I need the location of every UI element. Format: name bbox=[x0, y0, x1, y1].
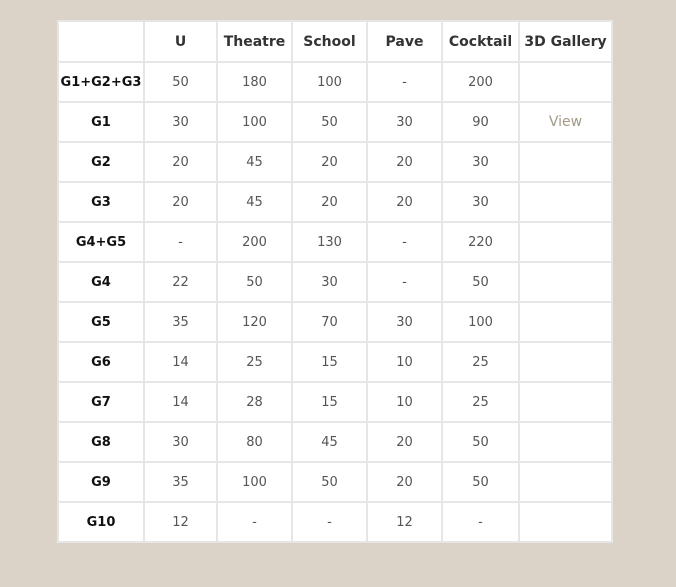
capacity-pave-cell: 20 bbox=[367, 182, 442, 222]
gallery-cell bbox=[519, 142, 612, 182]
capacity-cocktail-cell: 90 bbox=[442, 102, 519, 142]
table-row bbox=[58, 222, 612, 262]
capacity-school-cell: 70 bbox=[292, 302, 367, 342]
capacity-table bbox=[57, 20, 613, 543]
capacity-theatre-cell: 120 bbox=[217, 302, 292, 342]
capacity-pave-cell: 10 bbox=[367, 342, 442, 382]
capacity-cocktail-cell: 25 bbox=[442, 382, 519, 422]
room-name-cell: G5 bbox=[58, 302, 144, 342]
capacity-u-cell: 12 bbox=[144, 502, 217, 542]
capacity-cocktail-cell: - bbox=[442, 502, 519, 542]
capacity-u-cell: 22 bbox=[144, 262, 217, 302]
capacity-u-cell: 14 bbox=[144, 342, 217, 382]
table-row bbox=[58, 462, 612, 502]
gallery-cell bbox=[519, 182, 612, 222]
room-name-cell: G7 bbox=[58, 382, 144, 422]
room-name-cell: G6 bbox=[58, 342, 144, 382]
capacity-school-cell: 130 bbox=[292, 222, 367, 262]
capacity-theatre-cell: 100 bbox=[217, 462, 292, 502]
capacity-pave-cell: 10 bbox=[367, 382, 442, 422]
room-name-cell: G9 bbox=[58, 462, 144, 502]
gallery-cell bbox=[519, 302, 612, 342]
capacity-u-cell: 50 bbox=[144, 62, 217, 102]
capacity-theatre-cell: 180 bbox=[217, 62, 292, 102]
room-name-cell: G4+G5 bbox=[58, 222, 144, 262]
capacity-cocktail-cell: 30 bbox=[442, 182, 519, 222]
capacity-school-cell: 50 bbox=[292, 462, 367, 502]
header-cocktail: Cocktail bbox=[442, 21, 519, 62]
capacity-pave-cell: 30 bbox=[367, 302, 442, 342]
capacity-u-cell: - bbox=[144, 222, 217, 262]
capacity-pave-cell: - bbox=[367, 262, 442, 302]
table-row bbox=[58, 102, 612, 142]
table-row bbox=[58, 182, 612, 222]
capacity-cocktail-cell: 25 bbox=[442, 342, 519, 382]
gallery-cell bbox=[519, 342, 612, 382]
table-row bbox=[58, 502, 612, 542]
gallery-cell bbox=[519, 422, 612, 462]
table-body bbox=[58, 62, 612, 542]
capacity-school-cell: - bbox=[292, 502, 367, 542]
gallery-cell bbox=[519, 222, 612, 262]
table-row bbox=[58, 342, 612, 382]
room-name-cell: G3 bbox=[58, 182, 144, 222]
capacity-cocktail-cell: 200 bbox=[442, 62, 519, 102]
capacity-cocktail-cell: 100 bbox=[442, 302, 519, 342]
room-name-cell: G2 bbox=[58, 142, 144, 182]
table-row bbox=[58, 302, 612, 342]
capacity-u-cell: 35 bbox=[144, 462, 217, 502]
capacity-school-cell: 50 bbox=[292, 102, 367, 142]
capacity-pave-cell: 12 bbox=[367, 502, 442, 542]
capacity-pave-cell: 20 bbox=[367, 142, 442, 182]
gallery-cell bbox=[519, 62, 612, 102]
table-row bbox=[58, 262, 612, 302]
capacity-school-cell: 20 bbox=[292, 182, 367, 222]
table-row bbox=[58, 422, 612, 462]
capacity-theatre-cell: 45 bbox=[217, 142, 292, 182]
table-row bbox=[58, 382, 612, 422]
capacity-school-cell: 20 bbox=[292, 142, 367, 182]
room-name-cell: G4 bbox=[58, 262, 144, 302]
gallery-cell bbox=[519, 262, 612, 302]
capacity-u-cell: 35 bbox=[144, 302, 217, 342]
capacity-cocktail-cell: 50 bbox=[442, 422, 519, 462]
room-name-cell: G8 bbox=[58, 422, 144, 462]
header-pave: Pave bbox=[367, 21, 442, 62]
table-header bbox=[58, 21, 612, 62]
capacity-theatre-cell: 45 bbox=[217, 182, 292, 222]
capacity-pave-cell: - bbox=[367, 62, 442, 102]
header-room bbox=[58, 21, 144, 62]
capacity-school-cell: 15 bbox=[292, 342, 367, 382]
capacity-cocktail-cell: 50 bbox=[442, 262, 519, 302]
header-u: U bbox=[144, 21, 217, 62]
gallery-cell bbox=[519, 462, 612, 502]
header-school: School bbox=[292, 21, 367, 62]
capacity-school-cell: 45 bbox=[292, 422, 367, 462]
room-name-cell: G1+G2+G3 bbox=[58, 62, 144, 102]
view-gallery-link[interactable]: View bbox=[548, 114, 583, 130]
capacity-theatre-cell: 100 bbox=[217, 102, 292, 142]
capacity-theatre-cell: 80 bbox=[217, 422, 292, 462]
table-row bbox=[58, 142, 612, 182]
capacity-pave-cell: 20 bbox=[367, 422, 442, 462]
capacity-pave-cell: 20 bbox=[367, 462, 442, 502]
gallery-cell bbox=[519, 382, 612, 422]
room-name-cell: G10 bbox=[58, 502, 144, 542]
capacity-theatre-cell: 200 bbox=[217, 222, 292, 262]
capacity-pave-cell: 30 bbox=[367, 102, 442, 142]
capacity-cocktail-cell: 220 bbox=[442, 222, 519, 262]
capacity-school-cell: 15 bbox=[292, 382, 367, 422]
capacity-cocktail-cell: 30 bbox=[442, 142, 519, 182]
capacity-pave-cell: - bbox=[367, 222, 442, 262]
capacity-u-cell: 20 bbox=[144, 182, 217, 222]
capacity-theatre-cell: 50 bbox=[217, 262, 292, 302]
capacity-u-cell: 30 bbox=[144, 102, 217, 142]
room-name-cell: G1 bbox=[58, 102, 144, 142]
table-row bbox=[58, 62, 612, 102]
capacity-theatre-cell: 28 bbox=[217, 382, 292, 422]
header-theatre: Theatre bbox=[217, 21, 292, 62]
capacity-school-cell: 100 bbox=[292, 62, 367, 102]
capacity-school-cell: 30 bbox=[292, 262, 367, 302]
capacity-u-cell: 20 bbox=[144, 142, 217, 182]
capacity-u-cell: 14 bbox=[144, 382, 217, 422]
gallery-cell bbox=[519, 502, 612, 542]
header-3d-gallery: 3D Gallery bbox=[519, 21, 612, 62]
gallery-cell bbox=[519, 102, 612, 142]
capacity-theatre-cell: - bbox=[217, 502, 292, 542]
capacity-cocktail-cell: 50 bbox=[442, 462, 519, 502]
capacity-table-container bbox=[57, 20, 611, 543]
header-row bbox=[58, 21, 612, 62]
capacity-theatre-cell: 25 bbox=[217, 342, 292, 382]
capacity-u-cell: 30 bbox=[144, 422, 217, 462]
